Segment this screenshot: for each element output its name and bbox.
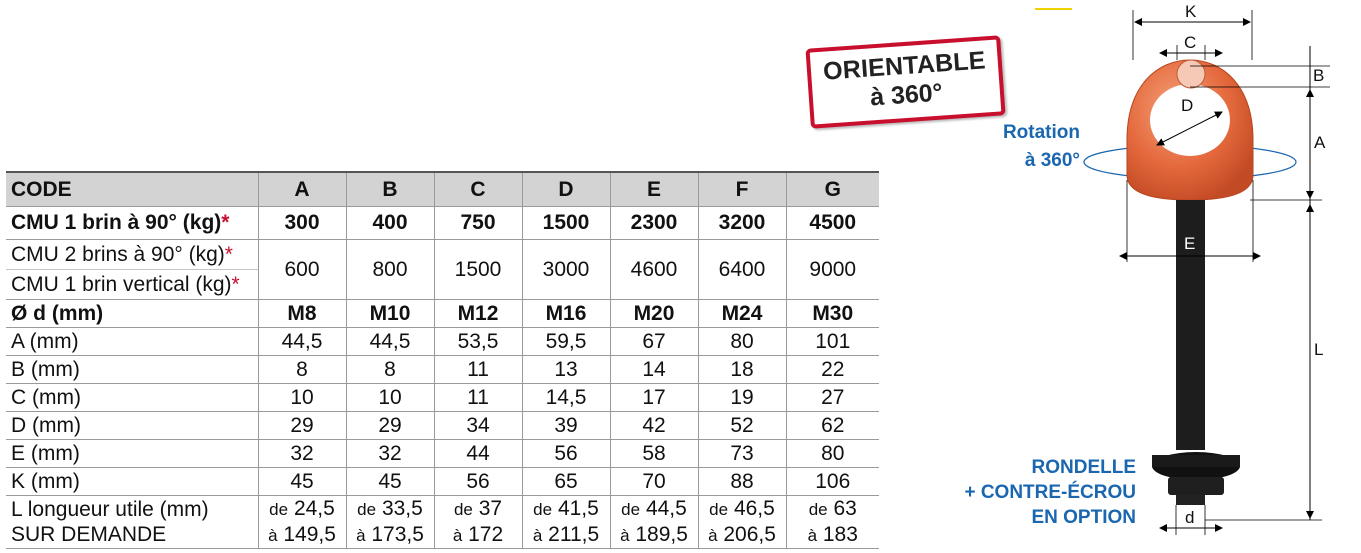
- cell: 14: [610, 356, 698, 384]
- cell: de 37 à 172: [434, 496, 522, 549]
- header-e: E: [610, 172, 698, 207]
- cell: 8: [258, 356, 346, 384]
- cell: 52: [698, 412, 786, 440]
- badge-line2: à 360°: [869, 78, 944, 112]
- cell: 750: [434, 207, 522, 240]
- cell: 42: [610, 412, 698, 440]
- cell: 44: [434, 440, 522, 468]
- label-a: A: [1314, 133, 1326, 152]
- cell: 32: [346, 440, 434, 468]
- cell: 29: [258, 412, 346, 440]
- cell: 800: [346, 240, 434, 300]
- cell: 18: [698, 356, 786, 384]
- cell: M8: [258, 300, 346, 328]
- cell: M20: [610, 300, 698, 328]
- label-d-small: d: [1185, 508, 1195, 527]
- cell: 45: [258, 468, 346, 496]
- label-c: C: [1184, 33, 1197, 52]
- cell: 13: [522, 356, 610, 384]
- label-e: E: [1184, 234, 1196, 253]
- cell: 32: [258, 440, 346, 468]
- row-label: L longueur utile (mm) SUR DEMANDE: [6, 496, 258, 549]
- cell: 56: [522, 440, 610, 468]
- cell: de 46,5 à 206,5: [698, 496, 786, 549]
- label-k: K: [1185, 2, 1197, 21]
- cell: de 41,5 à 211,5: [522, 496, 610, 549]
- ring-hole: [1150, 84, 1230, 156]
- header-code: CODE: [6, 172, 258, 207]
- cell: 9000: [786, 240, 879, 300]
- cell: 67: [610, 328, 698, 356]
- cell: 27: [786, 384, 879, 412]
- cell: 2300: [610, 207, 698, 240]
- header-g: G: [786, 172, 879, 207]
- cell: 45: [346, 468, 434, 496]
- cell: M10: [346, 300, 434, 328]
- row-label: Ø d (mm): [6, 300, 258, 328]
- header-b: B: [346, 172, 434, 207]
- cell: 56: [434, 468, 522, 496]
- row-label: K (mm): [6, 468, 258, 496]
- cell: 1500: [522, 207, 610, 240]
- cell: 11: [434, 384, 522, 412]
- cell: 65: [522, 468, 610, 496]
- cell: 8: [346, 356, 434, 384]
- cell: 1500: [434, 240, 522, 300]
- row-label: D (mm): [6, 412, 258, 440]
- cell: 17: [610, 384, 698, 412]
- cell: 300: [258, 207, 346, 240]
- cell: 4500: [786, 207, 879, 240]
- cell: 19: [698, 384, 786, 412]
- cell: 600: [258, 240, 346, 300]
- asterisk: *: [224, 243, 233, 266]
- row-label: A (mm): [6, 328, 258, 356]
- asterisk: *: [231, 273, 240, 296]
- row-label: B (mm): [6, 356, 258, 384]
- asterisk: *: [221, 211, 230, 234]
- cell: 59,5: [522, 328, 610, 356]
- badge-line1: ORIENTABLE: [822, 46, 987, 86]
- cell: 39: [522, 412, 610, 440]
- header-a: A: [258, 172, 346, 207]
- cell: 3000: [522, 240, 610, 300]
- nut: [1168, 477, 1224, 495]
- cell: 53,5: [434, 328, 522, 356]
- cell: 14,5: [522, 384, 610, 412]
- cell: 62: [786, 412, 879, 440]
- cell: 101: [786, 328, 879, 356]
- row-label: E (mm): [6, 440, 258, 468]
- cell: 22: [786, 356, 879, 384]
- label-d: D: [1181, 96, 1194, 115]
- header-d: D: [522, 172, 610, 207]
- cell: M30: [786, 300, 879, 328]
- cell: 400: [346, 207, 434, 240]
- row-label: CMU 2 brins à 90° (kg)* CMU 1 brin vertical (kg)*: [6, 240, 258, 300]
- cell: M16: [522, 300, 610, 328]
- cell: 58: [610, 440, 698, 468]
- header-f: F: [698, 172, 786, 207]
- cell: de 44,5 à 189,5: [610, 496, 698, 549]
- cell: de 33,5 à 173,5: [346, 496, 434, 549]
- cell: 44,5: [346, 328, 434, 356]
- label-l: L: [1314, 340, 1324, 359]
- cell: de 63 à 183: [786, 496, 879, 549]
- cell: 29: [346, 412, 434, 440]
- cell: 3200: [698, 207, 786, 240]
- rotation-label: Rotation à 360°: [1002, 122, 1080, 171]
- cell: 80: [786, 440, 879, 468]
- label-b: B: [1313, 66, 1325, 85]
- cell: 80: [698, 328, 786, 356]
- ring-pin: [1177, 60, 1205, 88]
- cell: M12: [434, 300, 522, 328]
- cell: 10: [346, 384, 434, 412]
- row-label: C (mm): [6, 384, 258, 412]
- cell: de 24,5 à 149,5: [258, 496, 346, 549]
- header-c: C: [434, 172, 522, 207]
- cell: 10: [258, 384, 346, 412]
- cell: 44,5: [258, 328, 346, 356]
- cell: 34: [434, 412, 522, 440]
- cell: 11: [434, 356, 522, 384]
- row-label: CMU 1 brin à 90° (kg)*: [6, 207, 258, 240]
- cell: 70: [610, 468, 698, 496]
- cell: 88: [698, 468, 786, 496]
- cell: M24: [698, 300, 786, 328]
- cell: 106: [786, 468, 879, 496]
- cell: 6400: [698, 240, 786, 300]
- cell: 4600: [610, 240, 698, 300]
- cell: 73: [698, 440, 786, 468]
- option-label: RONDELLE + CONTRE-ÉCROU EN OPTION: [964, 457, 1136, 528]
